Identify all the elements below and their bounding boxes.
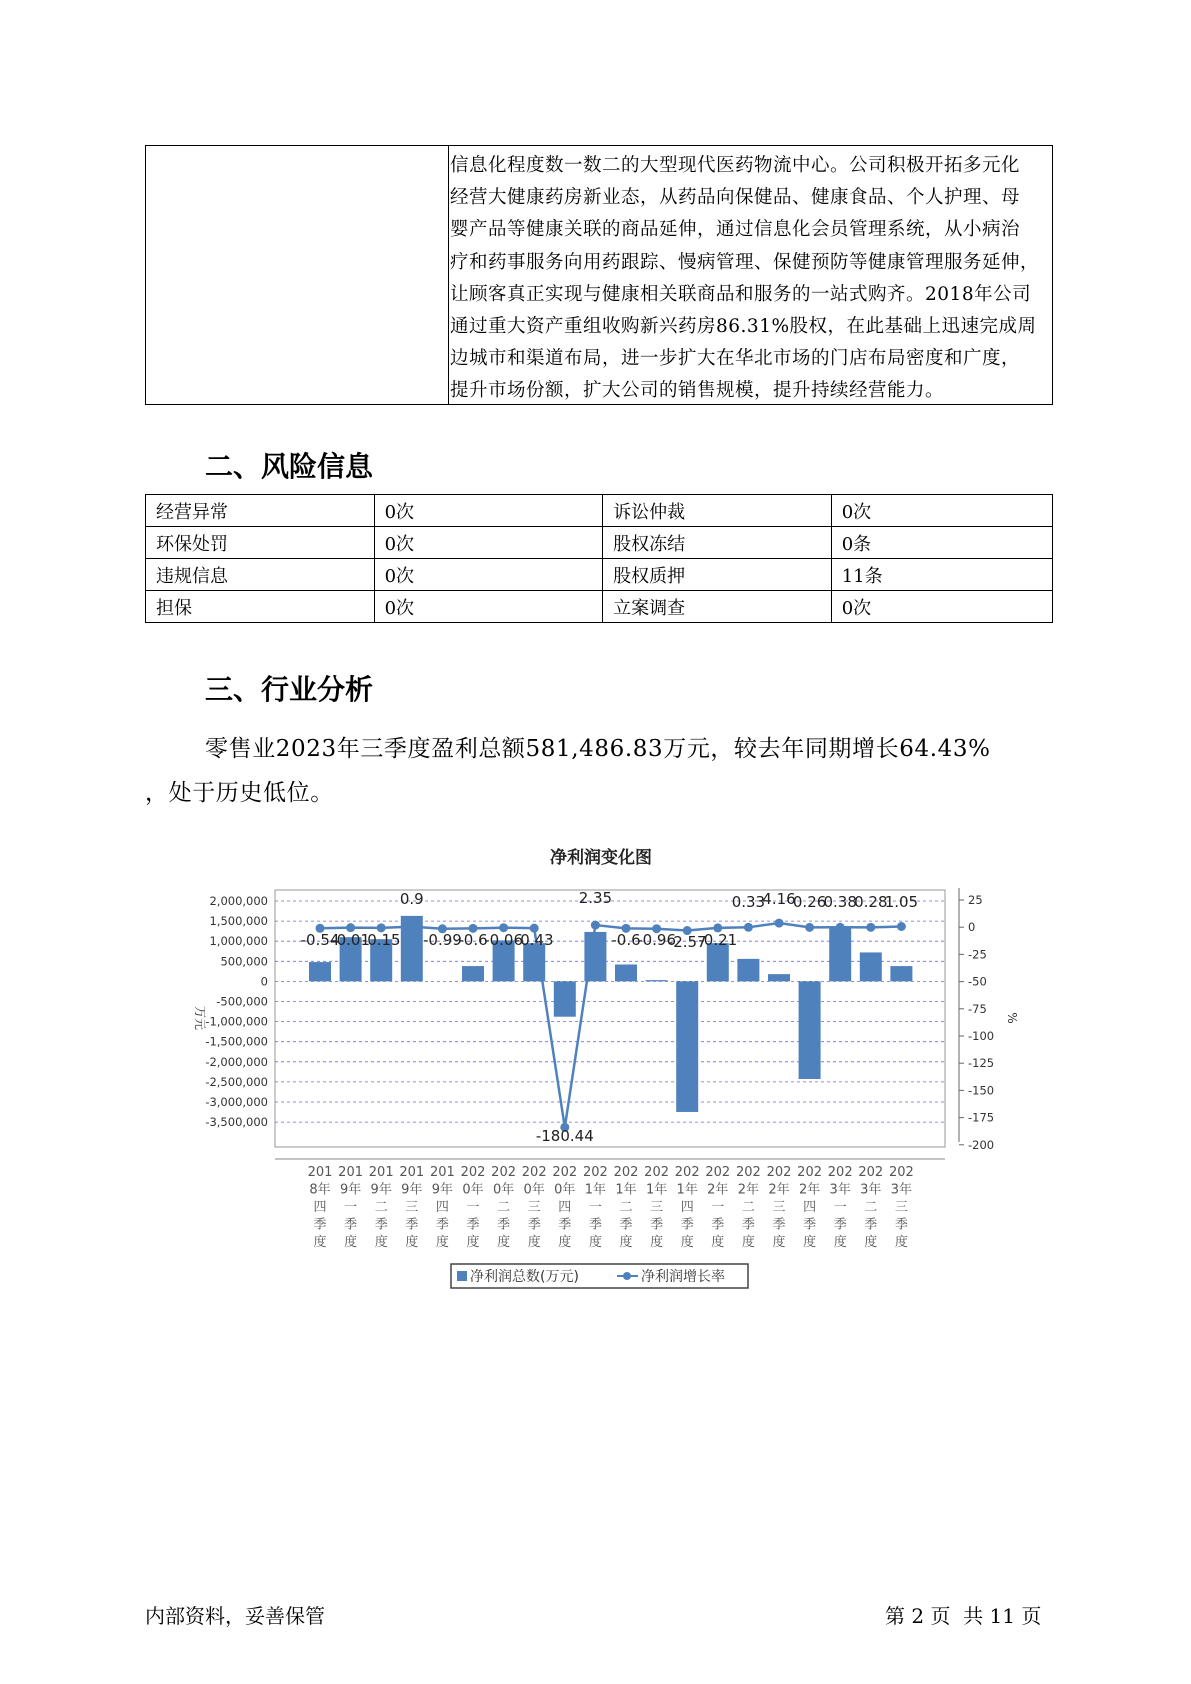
category-label-part: 季 [711, 1217, 725, 1233]
category-label-part: 201 [399, 1165, 425, 1180]
category-label-part: 202 [674, 1165, 700, 1180]
category-label-part: 1年 [676, 1182, 698, 1198]
category-label-part: 一 [344, 1200, 358, 1215]
point-label: 0.9 [399, 890, 424, 908]
category-label-part: 202 [735, 1165, 761, 1180]
risk-label: 股权质押 [603, 559, 832, 591]
category-label-part: 度 [741, 1235, 755, 1250]
left-tick-label: 0 [260, 974, 268, 989]
right-tick-label: 0 [968, 920, 976, 935]
point-label: 1.05 [884, 893, 919, 911]
category-label-part: 9年 [339, 1182, 362, 1198]
category-label-part: 0年 [554, 1182, 576, 1198]
page-number: 第 2 页 共 11 页 [885, 1604, 1042, 1628]
category-label-part: 四 [803, 1200, 817, 1215]
right-tick-label: -200 [968, 1137, 995, 1152]
category-label-part: 202 [613, 1165, 639, 1180]
category-label-part: 一 [588, 1200, 602, 1215]
category-label-part: 四 [680, 1200, 694, 1215]
category-label-part: 三 [405, 1200, 419, 1215]
category-label-part: 四 [558, 1200, 572, 1215]
category-label-part: 季 [680, 1217, 694, 1233]
left-tick-label: 500,000 [220, 954, 268, 969]
risk-label: 担保 [146, 591, 375, 623]
category-label-part: 季 [344, 1217, 358, 1233]
category-label-part: 2年 [798, 1182, 821, 1198]
category-label-part: 三 [772, 1200, 786, 1215]
category-label-part: 0年 [492, 1182, 515, 1198]
left-tick-label: -500,000 [216, 994, 268, 1009]
section-risk-title: 二、风险信息 [205, 450, 374, 483]
description-line: 通过重大资产重组收购新兴药房86.31%股权，在此基础上迅速完成周 [450, 316, 1037, 338]
risk-value: 0次 [831, 495, 1052, 527]
category-label-part: 度 [497, 1235, 511, 1250]
risk-value: 0次 [374, 559, 603, 591]
category-label-part: 度 [588, 1235, 602, 1250]
line-point [866, 923, 875, 932]
right-axis-ticks [959, 893, 994, 1152]
legend [451, 1264, 748, 1288]
category-label-part: 9年 [401, 1182, 423, 1198]
category-label-part: 季 [650, 1217, 664, 1233]
category-label-part: 季 [466, 1217, 480, 1233]
category-label-part: 度 [466, 1235, 480, 1250]
right-tick-label: 25 [968, 893, 983, 907]
bar [676, 981, 698, 1112]
category-label-part: 季 [497, 1217, 511, 1233]
right-tick-label: -125 [968, 1056, 995, 1071]
left-tick-label: -3,000,000 [205, 1095, 268, 1109]
category-label-part: 度 [558, 1235, 572, 1250]
category-label-part: 季 [374, 1217, 388, 1233]
category-label-part: 四 [435, 1200, 449, 1215]
category-label-part: 3年 [890, 1182, 913, 1198]
line-point [407, 922, 416, 931]
category-label-part: 度 [405, 1235, 419, 1250]
bar [462, 966, 484, 981]
category-label-part: 202 [858, 1165, 884, 1180]
category-label-part: 季 [405, 1217, 419, 1233]
point-label: 2.35 [578, 889, 613, 907]
category-label-part: 一 [711, 1200, 725, 1215]
category-label-part: 季 [435, 1217, 449, 1233]
category-label-part: 一 [833, 1200, 847, 1215]
point-label: -0.54 [300, 931, 340, 949]
point-label: -0.96 [637, 931, 677, 949]
bar [554, 981, 576, 1016]
category-label-part: 202 [827, 1165, 853, 1180]
description-line: 经营大健康药房新业态，从药品向保健品、健康食品、个人护理、母 [450, 187, 1021, 209]
category-label-part: 201 [307, 1165, 333, 1180]
category-label-part: 度 [803, 1235, 817, 1250]
right-tick-label: -75 [968, 1001, 987, 1016]
category-label-part: 度 [680, 1235, 694, 1250]
category-label-part: 二 [741, 1200, 755, 1215]
category-label-part: 2年 [737, 1182, 760, 1198]
category-label-part: 三 [650, 1200, 664, 1215]
category-label-part: 1年 [615, 1182, 637, 1198]
left-tick-label: 1,000,000 [209, 934, 268, 949]
bar [890, 966, 912, 981]
category-label-part: 三 [527, 1200, 541, 1215]
point-label: -0.06 [484, 931, 524, 949]
category-label-part: 度 [650, 1235, 664, 1250]
line-point [897, 922, 906, 931]
category-label-part: 0年 [523, 1182, 545, 1198]
point-label: 0.26 [792, 893, 827, 911]
left-tick-label: 1,500,000 [209, 914, 268, 929]
left-tick-label: -1,500,000 [205, 1034, 268, 1049]
risk-value: 0次 [374, 495, 603, 527]
category-label-part: 季 [833, 1217, 847, 1233]
point-label: 0.28 [854, 893, 888, 911]
risk-value: 0条 [831, 527, 1052, 559]
left-axis-ticks [205, 894, 268, 1129]
left-tick-label: -2,500,000 [205, 1074, 268, 1089]
category-label-part: 2年 [768, 1182, 790, 1198]
point-label: -2.57 [667, 933, 707, 951]
bar [737, 959, 759, 982]
risk-label: 立案调查 [603, 591, 832, 623]
left-tick-label: -3,500,000 [205, 1115, 268, 1130]
category-label-part: 季 [527, 1217, 541, 1233]
category-label-part: 度 [772, 1235, 786, 1250]
line-point [775, 919, 784, 928]
risk-label: 诉讼仲裁 [603, 495, 832, 527]
line-point [591, 921, 600, 930]
line-point [805, 923, 814, 932]
category-label-part: 202 [766, 1165, 792, 1180]
line-point [836, 923, 845, 932]
bar [829, 927, 851, 982]
category-label-part: 9年 [370, 1182, 392, 1198]
bar [860, 952, 882, 981]
category-labels [308, 1165, 914, 1250]
right-tick-label: -175 [968, 1110, 995, 1125]
category-label-part: 二 [497, 1200, 511, 1215]
category-label-part: 度 [344, 1235, 358, 1250]
left-axis-label: 万元 [193, 1005, 207, 1031]
risk-value: 11条 [831, 559, 1052, 591]
category-label-part: 度 [894, 1235, 908, 1250]
legend-bar-swatch [457, 1271, 467, 1281]
right-tick-label: -100 [968, 1029, 995, 1043]
description-line: 让顾客真正实现与健康相关联商品和服务的一站式购齐。2018年公司 [450, 283, 1032, 305]
left-tick-label: -1,000,000 [205, 1014, 268, 1029]
category-label-part: 201 [368, 1165, 394, 1180]
description-line: 提升市场份额，扩大公司的销售规模，提升持续经营能力。 [450, 380, 945, 402]
point-label: -180.44 [535, 1127, 594, 1145]
bar [646, 980, 668, 981]
category-label-part: 二 [619, 1200, 633, 1215]
category-label-part: 度 [833, 1235, 847, 1250]
point-label: 0.33 [731, 893, 766, 911]
bar [615, 964, 637, 981]
category-label-part: 四 [313, 1200, 327, 1215]
risk-value: 0次 [831, 591, 1052, 623]
risk-value: 0次 [374, 591, 603, 623]
risk-label: 违规信息 [146, 559, 375, 591]
category-label-part: 季 [313, 1217, 327, 1233]
risk-label: 股权冻结 [603, 527, 832, 559]
category-label-part: 季 [558, 1217, 572, 1233]
category-label-part: 201 [338, 1165, 364, 1180]
category-label-part: 三 [894, 1200, 908, 1215]
right-tick-label: -50 [968, 974, 987, 989]
category-label-part: 季 [864, 1217, 878, 1233]
category-label-part: 1年 [645, 1182, 668, 1198]
category-label-part: 202 [552, 1165, 578, 1180]
category-label-part: 3年 [860, 1182, 882, 1198]
point-label: -0.01 [331, 931, 371, 949]
category-label-part: 202 [644, 1165, 670, 1180]
category-label-part: 二 [864, 1200, 878, 1215]
right-tick-label: -25 [968, 947, 987, 962]
category-label-part: 二 [374, 1200, 388, 1215]
category-label-part: 9年 [431, 1182, 454, 1198]
risk-label: 经营异常 [146, 495, 375, 527]
category-label-part: 202 [888, 1165, 914, 1180]
category-label-part: 度 [619, 1235, 633, 1250]
category-label-part: 度 [527, 1235, 541, 1250]
category-label-part: 8年 [309, 1182, 331, 1198]
description-line: 婴产品等健康关联的商品延伸，通过信息化会员管理系统，从小病治 [450, 219, 1021, 241]
bar [309, 962, 331, 981]
chart-title: 净利润变化图 [550, 848, 652, 868]
category-label-part: 202 [582, 1165, 608, 1180]
point-label: -0.15 [361, 931, 401, 949]
left-tick-label: 2,000,000 [209, 894, 268, 908]
category-label-part: 202 [521, 1165, 547, 1180]
risk-value: 0次 [374, 527, 603, 559]
line-point [744, 923, 753, 932]
point-label: 0.38 [823, 893, 857, 911]
industry-paragraph-line1: 零售业2023年三季度盈利总额581,486.83万元，较去年同期增长64.43% [205, 736, 991, 762]
category-label-part: 季 [894, 1217, 908, 1233]
category-label-part: 202 [460, 1165, 486, 1180]
category-label-part: 202 [491, 1165, 517, 1180]
left-tick-label: -2,000,000 [205, 1054, 268, 1069]
footer-left: 内部资料，妥善保管 [145, 1604, 325, 1628]
section-industry-title: 三、行业分析 [205, 673, 374, 706]
bar [799, 981, 821, 1079]
category-label-part: 度 [864, 1235, 878, 1250]
point-label: -0.21 [698, 931, 738, 949]
right-tick-label: -150 [968, 1083, 995, 1098]
category-label-part: 季 [741, 1217, 755, 1233]
category-label-part: 一 [466, 1200, 480, 1215]
category-label-part: 季 [803, 1217, 817, 1233]
category-label-part: 202 [705, 1165, 731, 1180]
category-label-part: 季 [772, 1217, 786, 1233]
category-label-part: 季 [619, 1217, 633, 1233]
point-label: 4.16 [762, 890, 796, 908]
description-line: 信息化程度数一数二的大型现代医药物流中心。公司积极开拓多元化 [450, 155, 1021, 176]
point-label: -0.6 [458, 931, 488, 949]
legend-line-label: 净利润增长率 [641, 1269, 725, 1285]
category-label-part: 2年 [707, 1182, 729, 1198]
point-label: -0.43 [514, 931, 554, 949]
description-line: 疗和药事服务向用药跟踪、慢病管理、保健预防等健康管理服务延伸， [450, 251, 1040, 273]
category-label-part: 度 [313, 1235, 327, 1250]
right-axis-label: % [1005, 1012, 1019, 1024]
bar [768, 974, 790, 981]
category-label-part: 201 [429, 1165, 455, 1180]
category-label-part: 度 [435, 1235, 449, 1250]
category-label-part: 0年 [462, 1182, 484, 1198]
point-label: -0.99 [422, 931, 462, 949]
category-label-part: 1年 [584, 1182, 607, 1198]
category-label-part: 3年 [829, 1182, 851, 1198]
industry-paragraph-line2: ，处于历史低位。 [145, 780, 334, 806]
category-label-part: 季 [588, 1217, 602, 1233]
point-label: -0.6 [611, 931, 641, 949]
category-label-part: 202 [797, 1165, 823, 1180]
description-line: 边城市和渠道布局，进一步扩大在华北市场的门店布局密度和广度， [450, 348, 1021, 370]
category-label-part: 度 [374, 1235, 388, 1250]
risk-label: 环保处罚 [146, 527, 375, 559]
legend-bar-label: 净利润总数(万元) [470, 1269, 579, 1285]
category-label-part: 度 [711, 1235, 725, 1250]
